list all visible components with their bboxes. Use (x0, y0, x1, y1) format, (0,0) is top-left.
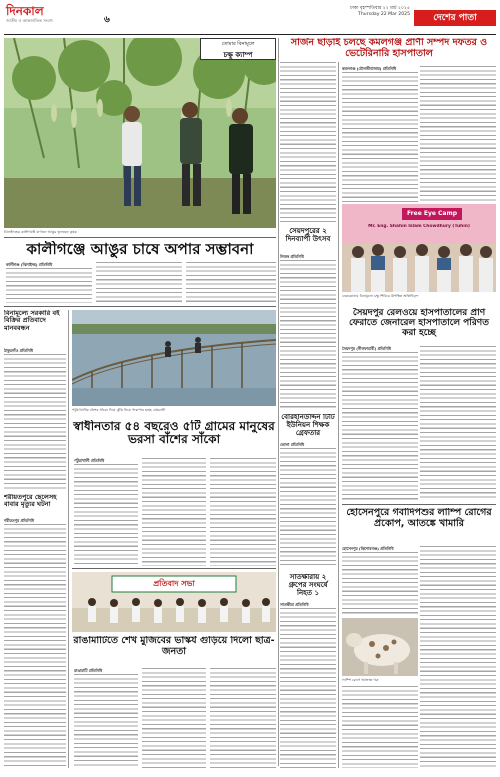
teacher-arrest-body (280, 448, 336, 568)
bridge-body-col3 (210, 458, 276, 566)
bridge-headline[interactable]: স্বাধীনতার ৫৪ বছরেও ৫টি গ্রামের মানুষের ভরসা বাঁশের সাঁকো (73, 420, 275, 447)
dateline (350, 6, 410, 18)
mural-body-col2 (142, 668, 206, 768)
brawl-body (280, 608, 336, 768)
section-label: দেশের পাতা (414, 10, 496, 26)
lumpy-body-col2 (420, 546, 496, 768)
rule (338, 38, 339, 768)
grapes-body-col2 (96, 262, 182, 304)
rule (68, 310, 69, 768)
brand-tagline: জাতীয় ও আন্তর্জাতিক সংবাদ (6, 18, 53, 23)
seedpur-body-col2 (420, 346, 496, 500)
bridge-byline: পটুয়াখালী প্রতিনিধি (74, 458, 105, 463)
lumpy-headline[interactable]: হোসেনপুরে গবাদিপশুর লাম্পি রোগের প্রকোপ, আতঙ্কে খামারি (346, 508, 492, 529)
road-accident-headline[interactable]: শরীয়তপুরে ছেলেসহ বাবার মৃত্যুর ঘটনা (4, 494, 57, 509)
bamboo-bridge-image (72, 310, 276, 406)
eye-camp-caption: নেত্রকোনায় বিনামূল্যে চক্ষু শিবিরে উপস্থিত অতিথিবৃন্দ (342, 294, 419, 298)
teacher-arrest-headline[interactable]: বোরহানউদ্দিন টিটি ইউনিয়ন শিক্ষক গ্রেফতার (281, 414, 335, 437)
grapes-headline[interactable]: কালীগঞ্জে আঙুর চাষে অপার সম্ভাবনা (26, 241, 254, 258)
mural-body-col3 (210, 668, 276, 768)
saidpur-short-body (280, 260, 336, 410)
mural-banner: প্রতিবাদ সভা (153, 579, 195, 588)
grapes-body-col3 (186, 262, 276, 304)
kamalganj-byline: কমলগঞ্জ (মৌলভীবাজার) প্রতিনিধি (342, 66, 397, 71)
grapes-photo (4, 38, 276, 228)
grapes-body-col1 (6, 268, 92, 303)
bridge-caption: পটুয়াখালীর বাঁশের সাঁকো দিয়ে ঝুঁকি নিয়ে পারাপার হচ্ছে গ্রামবাসী (72, 408, 166, 412)
date-bengali: ঢাকা বৃহস্পতিবার ২২ মার্চ ২০২৫ (349, 6, 410, 11)
road-accident-body (4, 524, 66, 768)
rule (342, 504, 496, 505)
masthead (4, 3, 496, 35)
side-kicker-label: তোমার বিনামূলে (221, 41, 255, 47)
rule (4, 237, 276, 238)
eye-camp-photo (342, 204, 496, 292)
rule (72, 568, 276, 569)
eye-camp-sponsor: Mr. Eng. Shahin Islam Chowdhury (Tuhin) (368, 224, 470, 229)
page-number: ৬ (104, 15, 110, 25)
brawl-headline[interactable]: সাতক্ষীরায় ২ গ্রুপের সংঘর্ষে নিহত ১ (288, 574, 328, 597)
mural-body-col1 (74, 674, 138, 768)
lumpy-body-col1 (342, 552, 418, 616)
cow-image (342, 618, 418, 676)
eye-camp-banner: Free Eye Camp (406, 210, 458, 217)
lumpy-body-col1b (342, 686, 418, 768)
newspaper-logo[interactable] (6, 5, 58, 29)
date-english: Thursday 22 Mar 2025 (358, 12, 410, 17)
mural-photo (72, 572, 276, 632)
brawl-byline: সাতক্ষীরা প্রতিনিধি (280, 602, 309, 607)
seedpur-headline[interactable]: সৈয়দপুর রেলওয়ে হাসপাতালের প্রাণ ফেরাতে জেনারেল হাসপাতালে পরিণত করা হচ্ছে (348, 308, 490, 339)
kamalganj-body-col1 (342, 72, 418, 202)
seedpur-byline: সৈয়দপুর (নীলফামারী) প্রতিনিধি (342, 346, 391, 351)
kamalganj-body-col2 (420, 66, 496, 202)
middle-column-body (280, 62, 336, 222)
distribution-body (4, 354, 66, 490)
road-accident-byline: শরীয়তপুর প্রতিনিধি (4, 518, 34, 523)
distribution-byline: ঠাকুরগাঁও প্রতিনিধি (4, 348, 33, 353)
bridge-body-col1 (74, 464, 138, 566)
saidpur-short-byline: নিজস্ব প্রতিনিধি (280, 254, 304, 259)
side-kicker-headline[interactable]: চক্ষু ক্যাম্প (223, 51, 253, 59)
bridge-body-col2 (142, 458, 206, 566)
brand-name: দিনকাল (6, 4, 44, 18)
teacher-arrest-byline: ভোলা প্রতিনিধি (280, 442, 305, 447)
distribution-headline[interactable]: বিনামূল্যে সরকারি বই বিক্রির প্রতিবাদে মানববন্ধন (4, 310, 60, 332)
side-kicker-box (200, 38, 276, 60)
rule (278, 38, 279, 766)
lumpy-byline: হোসেনপুর (কিশোরগঞ্জ) প্রতিনিধি (342, 546, 394, 551)
grapes-caption: ঝিনাইদহের কালীগঞ্জে বাগানে আঙুর তুলছেন কৃষক (4, 230, 77, 234)
bridge-photo (72, 310, 276, 406)
mural-byline: রাঙামাটি প্রতিনিধি (74, 668, 103, 673)
rule (4, 306, 276, 307)
lumpy-cow-photo (342, 618, 418, 676)
mural-headline[interactable]: রাঙামাটিতে শেখ মুজিবের ভাস্কর্য গুঁড়িয়ে দিলো ছাত্র-জনতা (73, 636, 275, 657)
seedpur-body-col1 (342, 352, 418, 500)
kamalganj-headline[interactable]: সার্জন ছাড়াই চলছে কমলগঞ্জ প্রাণী সম্পদ দফতর ও ভেটেরিনারি হাসপাতাল (282, 38, 496, 62)
grape-vineyard-image (4, 38, 276, 228)
saidpur-short-headline[interactable]: সৈয়দপুরের ২ দিনব্যাপী উৎসব (285, 228, 331, 243)
lumpy-caption: লাম্পি রোগে আক্রান্ত গরু (342, 678, 379, 682)
grapes-byline: কালীগঞ্জ (ঝিনাইদহ) প্রতিনিধি (6, 262, 53, 267)
